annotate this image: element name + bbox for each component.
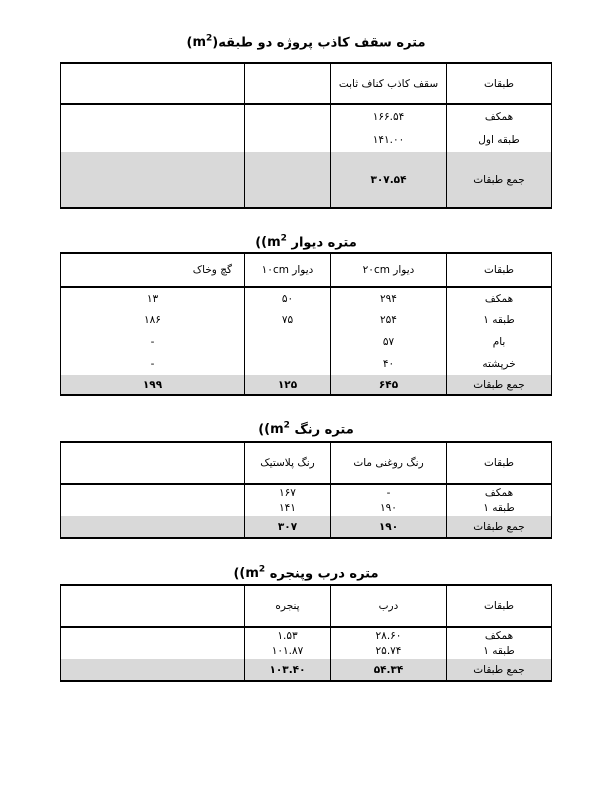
section2-title: متره دیوار $(m^2)$	[255, 234, 357, 251]
cell	[61, 627, 245, 643]
table-row	[61, 353, 552, 375]
cell: جمع طبقات	[447, 659, 552, 681]
cell: ۳۰۷.۵۴	[331, 152, 447, 208]
header-cell	[61, 63, 245, 104]
cell: ۱۰۱.۸۷	[245, 643, 331, 659]
cell: ۷۵	[245, 309, 331, 331]
header-cell: رنگ روغنی مات	[331, 442, 447, 484]
total-row	[61, 516, 552, 538]
table-row	[61, 309, 552, 331]
table-row	[61, 331, 552, 353]
section1-title: متره سقف کاذب پروژه دو $طبقه(m^2)$	[186, 34, 426, 51]
header-cell	[61, 585, 245, 627]
table-row	[61, 104, 552, 128]
table-header-row	[61, 442, 552, 484]
table-header-row	[61, 253, 552, 287]
cell: ۲۵.۷۴	[331, 643, 447, 659]
cell: همکف	[447, 627, 552, 643]
cell: طبقه ۱	[447, 500, 552, 516]
total-row	[61, 152, 552, 208]
cell: طبقه ۱	[447, 309, 552, 331]
header-cell: دیوار ۲۰cm	[331, 253, 447, 287]
total-row	[61, 375, 552, 395]
cell: بام	[447, 331, 552, 353]
cell: جمع طبقات	[447, 375, 552, 395]
cell: ۱۴۱	[245, 500, 331, 516]
section3-title: متره رنگ $(m^2)$	[258, 421, 354, 438]
cell	[61, 152, 245, 208]
cell: جمع طبقات	[447, 516, 552, 538]
header-cell: طبقات	[447, 63, 552, 104]
table-row	[61, 643, 552, 659]
cell: ۲۸.۶۰	[331, 627, 447, 643]
wall-table	[60, 252, 552, 396]
cell: طبقه اول	[447, 128, 552, 152]
header-cell: رنگ پلاستیک	[245, 442, 331, 484]
header-cell: دیوار ۱۰cm	[245, 253, 331, 287]
paint-table	[60, 441, 552, 539]
cell	[245, 128, 331, 152]
cell	[61, 128, 245, 152]
cell: همکف	[447, 484, 552, 500]
door-window-table	[60, 584, 552, 682]
cell	[61, 516, 245, 538]
cell: ۱۹۹	[61, 375, 245, 395]
cell: ۶۴۵	[331, 375, 447, 395]
table-row	[61, 627, 552, 643]
header-cell: گچ وخاک	[61, 253, 245, 287]
cell: ۲۵۴	[331, 309, 447, 331]
cell: ۵۷	[331, 331, 447, 353]
cell	[245, 331, 331, 353]
header-cell: درب	[331, 585, 447, 627]
cell: همکف	[447, 287, 552, 309]
cell: -	[61, 353, 245, 375]
cell: ۱۹۰	[331, 516, 447, 538]
cell	[245, 353, 331, 375]
cell: -	[61, 331, 245, 353]
cell: ۱.۵۳	[245, 627, 331, 643]
table-row	[61, 484, 552, 500]
header-cell: طبقات	[447, 585, 552, 627]
cell: ۱۲۵	[245, 375, 331, 395]
cell: ۳۰۷	[245, 516, 331, 538]
section4-title: متره درب وپنجره $(m^2)$	[233, 565, 379, 582]
table-row	[61, 128, 552, 152]
header-cell: طبقات	[447, 442, 552, 484]
cell	[61, 500, 245, 516]
header-cell: طبقات	[447, 253, 552, 287]
false-ceiling-table	[60, 62, 552, 209]
cell	[61, 484, 245, 500]
cell: ۱۳	[61, 287, 245, 309]
cell: ۱۹۰	[331, 500, 447, 516]
table-row	[61, 287, 552, 309]
cell: طبقه ۱	[447, 643, 552, 659]
table-header-row	[61, 585, 552, 627]
cell	[61, 659, 245, 681]
table-row	[61, 500, 552, 516]
header-cell	[245, 63, 331, 104]
cell	[61, 104, 245, 128]
cell: ۱۸۶	[61, 309, 245, 331]
header-cell: پنجره	[245, 585, 331, 627]
header-cell	[61, 442, 245, 484]
header-cell: سقف کاذب کناف ثابت	[331, 63, 447, 104]
cell: ۵۴.۳۴	[331, 659, 447, 681]
cell: ۴۰	[331, 353, 447, 375]
cell	[61, 643, 245, 659]
cell	[245, 152, 331, 208]
cell: ۱۶۷	[245, 484, 331, 500]
table-header-row	[61, 63, 552, 104]
cell: ۱۰۳.۴۰	[245, 659, 331, 681]
total-row	[61, 659, 552, 681]
cell: ۲۹۴	[331, 287, 447, 309]
cell: ۱۴۱.۰۰	[331, 128, 447, 152]
cell: جمع طبقات	[447, 152, 552, 208]
cell: -	[331, 484, 447, 500]
cell: ۵۰	[245, 287, 331, 309]
cell: ۱۶۶.۵۴	[331, 104, 447, 128]
cell: همکف	[447, 104, 552, 128]
cell: خرپشته	[447, 353, 552, 375]
cell	[245, 104, 331, 128]
